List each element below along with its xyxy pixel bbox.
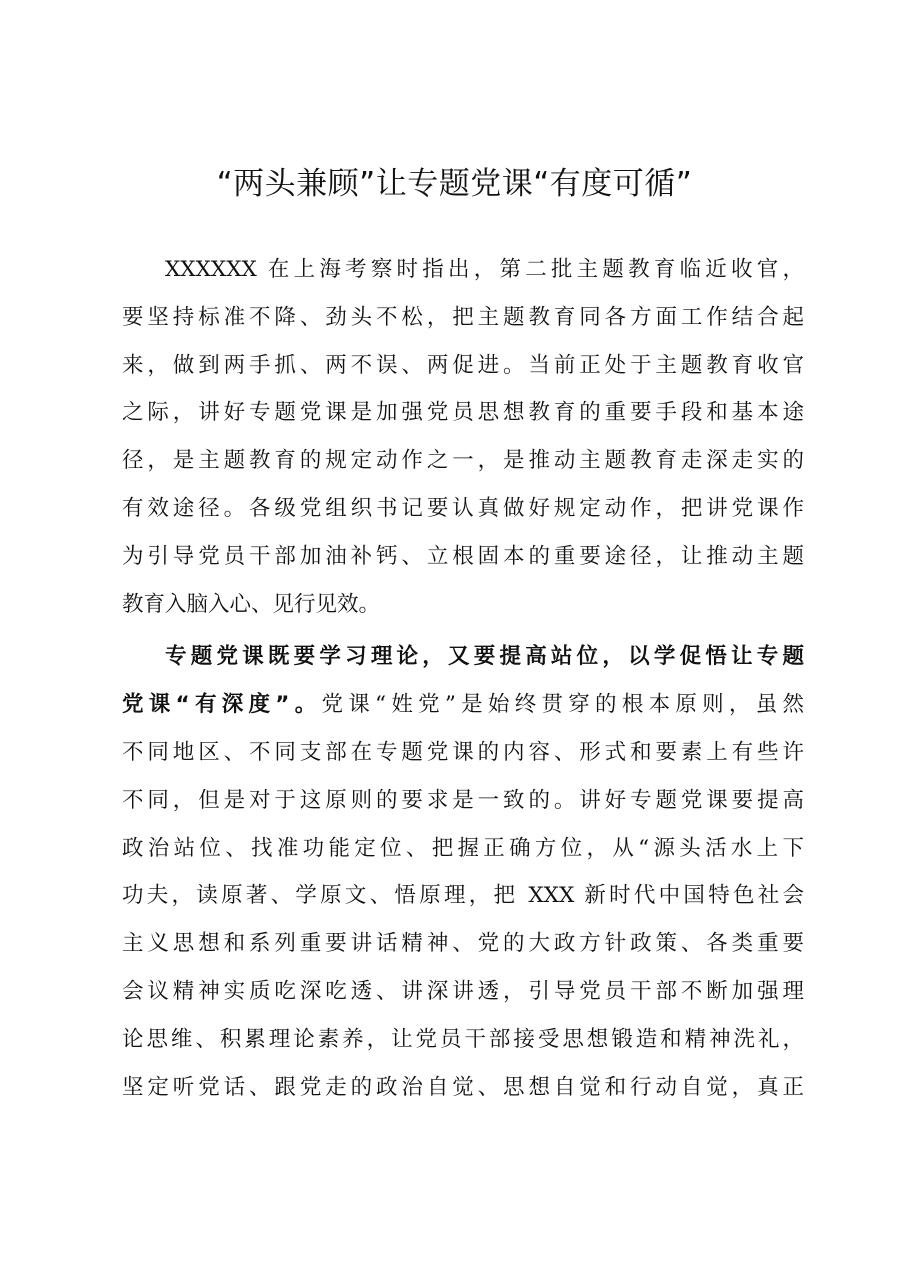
paragraph-line: 政治站位、找准功能定位、把握正确方位，从“源头活水上下: [122, 835, 804, 861]
paragraph-line: 要坚持标准不降、劲头不松，把主题教育同各方面工作结合起: [122, 304, 804, 330]
paragraph-line: 有效途径。各级党组织书记要认真做好规定动作，把讲党课作: [122, 495, 804, 521]
document-body: [122, 246, 804, 1111]
paragraph-line-rest: 党课“姓党”是始终贯穿的根本原则，虽然: [321, 692, 804, 718]
paragraph-line: 会议精神实质吃深吃透、讲深讲透，引导党员干部不断加强理: [122, 978, 804, 1004]
paragraph-2: [122, 633, 804, 1111]
paragraph-line: 功夫，读原著、学原文、悟原理，把 XXX 新时代中国特色社会: [122, 883, 804, 909]
paragraph-line: 坚定听党话、跟党走的政治自觉、思想自觉和行动自觉，真正: [122, 1074, 804, 1100]
paragraph-line: 教育入脑入心、见行见效。: [122, 591, 381, 617]
paragraph-1: [122, 246, 804, 628]
paragraph-line: XXXXXX 在上海考察时指出，第二批主题教育临近收官，: [165, 257, 804, 282]
paragraph-line: 之际，讲好专题党课是加强党员思想教育的重要手段和基本途: [122, 400, 804, 426]
paragraph-line: 为引导党员干部加油补钙、立根固本的重要途径，让推动主题: [122, 543, 804, 569]
paragraph-line: 不同，但是对于这原则的要求是一致的。讲好专题党课要提高: [122, 787, 804, 813]
paragraph-lead-bold-line: 专题党课既要学习理论，又要提高站位，以学促悟让专题: [165, 644, 804, 670]
paragraph-line: 来，做到两手抓、两不误、两促进。当前正处于主题教育收官: [122, 352, 804, 378]
paragraph-line-mixed: [122, 681, 804, 729]
document-title: “两头兼顾”让专题党课“有度可循”: [216, 166, 693, 202]
paragraph-lead-bold-text: 党课“有深度”。: [122, 692, 322, 718]
paragraph-line: 不同地区、不同支部在专题党课的内容、形式和要素上有些许: [122, 739, 804, 765]
paragraph-line: 主义思想和系列重要讲话精神、党的大政方针政策、各类重要: [122, 931, 804, 957]
paragraph-line: 论思维、积累理论素养，让党员干部接受思想锻造和精神洗礼，: [122, 1026, 804, 1052]
paragraph-line: 径，是主题教育的规定动作之一，是推动主题教育走深走实的: [122, 448, 804, 474]
